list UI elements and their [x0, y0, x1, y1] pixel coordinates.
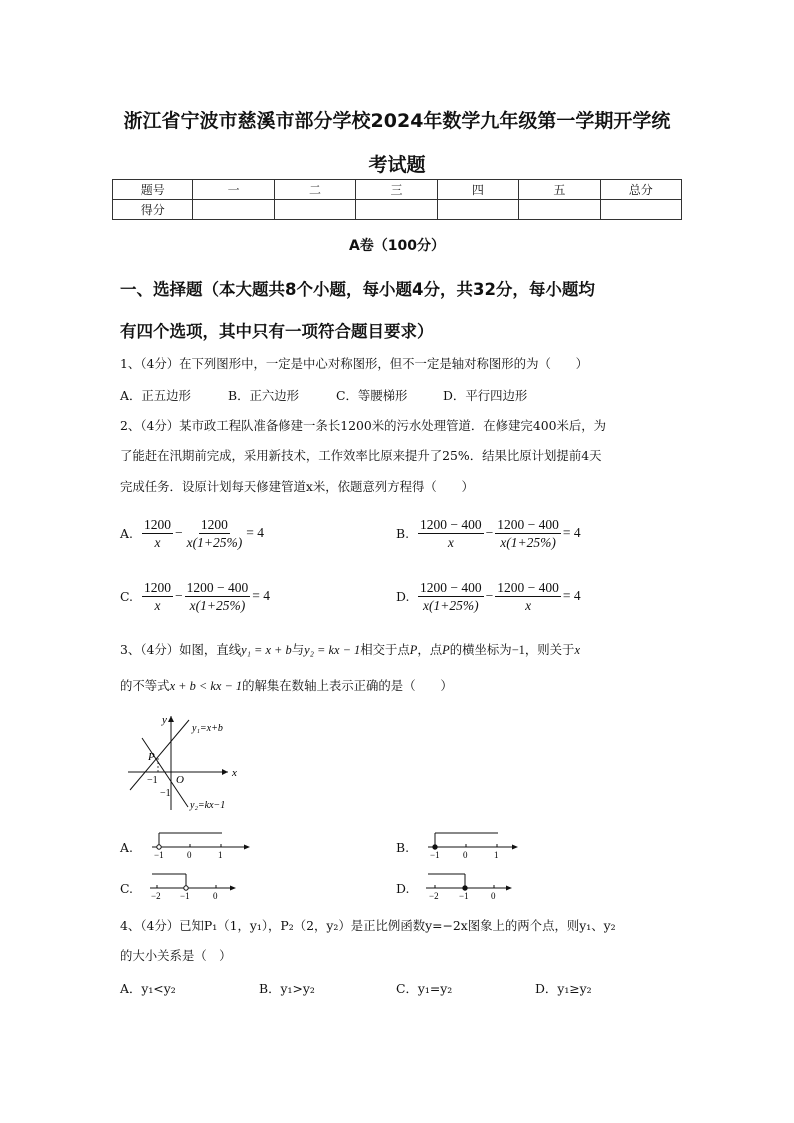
q4-option-c: C．y₁=y₂ — [396, 981, 453, 996]
equation-rhs: = 4 — [252, 588, 270, 603]
fraction-numerator: 1200 − 400 — [420, 579, 482, 595]
score-header-cell: 三 — [356, 180, 437, 200]
tick-label: −2 — [151, 891, 161, 901]
q2-option-b-label: B. — [396, 526, 410, 541]
q3-var-x: x — [574, 643, 580, 657]
fraction-denominator: x(1+25%) — [500, 534, 556, 550]
score-header-cell: 一 — [193, 180, 274, 200]
tick-label: 0 — [491, 891, 496, 901]
closed-point — [433, 845, 437, 849]
q2-line1: 2、（4分）某市政工程队准备修建一条长1200米的污水处理管道．在修建完400米后，为 — [120, 418, 607, 433]
q3-option-d-numberline — [422, 871, 532, 901]
fraction-denominator: x — [154, 597, 161, 613]
y-axis-arrow-icon — [168, 716, 174, 722]
q1-option-c: C．等腰梯形 — [336, 388, 408, 403]
tick-label: −1 — [430, 850, 440, 860]
y-axis-label: y — [162, 714, 167, 726]
fraction-denominator: x — [525, 597, 532, 613]
section-heading-line1: 一、选择题（本大题共8个小题，每小题4分，共32分，每小题均 — [120, 280, 595, 299]
q3-text: 相交于点 — [360, 642, 410, 657]
tick-label: −1 — [459, 891, 469, 901]
volume-label: A卷（100分） — [348, 238, 446, 254]
number-line-arrow-icon — [512, 845, 518, 850]
minus-sign: − — [485, 525, 494, 540]
q1-option-b: B．正六边形 — [228, 388, 300, 403]
score-table-header-row — [113, 180, 682, 200]
number-line-arrow-icon — [244, 845, 250, 850]
x-axis-label: x — [232, 767, 237, 779]
q2-option-b-equation — [418, 513, 583, 553]
open-point — [184, 886, 188, 890]
x-tick-label: −1 — [147, 775, 158, 786]
q3-inequality: x + b < kx − 1 — [169, 679, 243, 693]
q3-graph — [120, 710, 260, 814]
y-tick-label: −1 — [160, 788, 171, 799]
closed-point — [463, 886, 467, 890]
q2-line3: 完成任务．设原计划每天修建管道x米，依题意列方程得（ ） — [120, 479, 474, 494]
tick-label: −2 — [429, 891, 439, 901]
q3-eq-y2: y₂ = kx − 1 — [304, 643, 361, 657]
fraction-denominator: x(1+25%) — [423, 597, 479, 613]
tick-label: 0 — [463, 850, 468, 860]
score-cell — [193, 200, 274, 220]
fraction-numerator: 1200 — [144, 579, 171, 595]
exam-title-line2: 考试题 — [368, 154, 426, 176]
q3-point-p: P — [409, 643, 418, 657]
x-axis-arrow-icon — [222, 769, 228, 775]
equation-rhs: = 4 — [562, 588, 581, 603]
minus-sign: − — [175, 588, 183, 603]
score-cell — [274, 200, 355, 220]
q3-line2 — [120, 676, 453, 696]
fraction-numerator: 1200 — [144, 516, 171, 532]
tick-label: −1 — [180, 891, 190, 901]
tick-label: 1 — [218, 850, 223, 860]
q3-text: 的解集在数轴上表示正确的是（ ） — [242, 678, 453, 693]
score-table — [112, 179, 682, 220]
score-row-label: 得分 — [113, 200, 193, 220]
score-header-cell: 题号 — [113, 180, 193, 200]
minus-sign: − — [175, 525, 183, 540]
q2-option-c-label: C. — [120, 589, 133, 604]
exam-title-line1: 浙江省宁波市慈溪市部分学校2024年数学九年级第一学期开学统 — [123, 110, 671, 132]
number-line-arrow-icon — [230, 886, 236, 891]
q1-stem: 1、（4分）在下列图形中，一定是中心对称图形，但不一定是轴对称图形的为（ ） — [120, 356, 589, 371]
equation-rhs: = 4 — [246, 525, 264, 540]
tick-label: 1 — [494, 850, 499, 860]
q3-text: ，点 — [417, 642, 443, 657]
q3-point-p: P — [442, 643, 450, 657]
open-point — [157, 845, 161, 849]
score-header-cell: 四 — [437, 180, 518, 200]
q2-option-c-equation — [142, 576, 272, 616]
q3-value: −1 — [511, 643, 525, 657]
q3-text: 的横坐标为 — [449, 642, 512, 657]
fraction-numerator: 1200 − 400 — [186, 579, 249, 595]
point-p-label: P — [148, 751, 155, 763]
tick-label: −1 — [154, 850, 164, 860]
origin-label: O — [176, 774, 184, 786]
q3-text: ，则关于 — [524, 642, 575, 657]
fraction-denominator: x(1+25%) — [189, 597, 246, 613]
q3-option-a-numberline — [146, 830, 256, 860]
fraction-numerator: 1200 — [200, 516, 228, 532]
q3-text: 的不等式 — [120, 678, 170, 693]
q3-option-c-numberline — [146, 871, 256, 901]
fraction-numerator: 1200 − 400 — [420, 516, 482, 532]
score-header-cell: 五 — [519, 180, 600, 200]
score-header-cell: 二 — [274, 180, 355, 200]
minus-sign: − — [485, 588, 494, 603]
fraction-denominator: x(1+25%) — [186, 534, 243, 550]
score-cell — [519, 200, 600, 220]
number-line-arrow-icon — [506, 886, 512, 891]
fraction-numerator: 1200 − 400 — [497, 579, 559, 595]
q3-text: 与 — [291, 642, 305, 657]
q4-line1: 4、（4分）已知P₁（1，y₁），P₂（2，y₂）是正比例函数y=−2x图象上的两个点，则y₁、y₂ — [120, 918, 616, 933]
q1-option-d: D．平行四边形 — [443, 388, 528, 403]
q4-line2: 的大小关系是（ ） — [120, 948, 232, 963]
fraction-denominator: x — [154, 534, 161, 550]
fraction-numerator: 1200 − 400 — [497, 516, 559, 532]
q4-option-d: D．y₁≥y₂ — [535, 981, 592, 996]
line-y1-label: y₁=x+b — [192, 723, 223, 734]
q4-option-b: B．y₁>y₂ — [259, 981, 315, 996]
q2-option-a-equation — [142, 513, 266, 553]
q2-option-d-label: D. — [396, 589, 410, 604]
score-cell — [356, 200, 437, 220]
q3-option-c-label: C. — [120, 881, 133, 896]
line-y2-label: y₂=kx−1 — [190, 800, 226, 811]
q3-text: 3、（4分）如图，直线 — [120, 642, 242, 657]
tick-label: 0 — [213, 891, 218, 901]
q2-option-d-equation — [418, 576, 583, 616]
q2-line2: 了能赶在汛期前完成，采用新技术，工作效率比原来提升了25%．结果比原计划提前4天 — [120, 448, 602, 463]
q3-option-b-label: B. — [396, 840, 410, 855]
equation-rhs: = 4 — [562, 525, 581, 540]
fraction-denominator: x — [447, 534, 454, 550]
score-cell — [600, 200, 681, 220]
q4-option-a: A．y₁<y₂ — [120, 981, 176, 996]
score-table-score-row — [113, 200, 682, 220]
q3-option-d-label: D. — [396, 881, 410, 896]
q3-option-a-label: A. — [120, 840, 133, 855]
score-header-cell: 总分 — [600, 180, 681, 200]
q3-option-b-numberline — [422, 830, 532, 860]
score-cell — [437, 200, 518, 220]
section-heading-line2: 有四个选项，其中只有一项符合题目要求） — [120, 322, 434, 341]
tick-label: 0 — [187, 850, 192, 860]
q2-option-a-label: A. — [120, 526, 133, 541]
q3-line1 — [120, 640, 580, 660]
q1-option-a: A．正五边形 — [120, 388, 191, 403]
q3-eq-y1: y₁ = x + b — [241, 643, 292, 657]
